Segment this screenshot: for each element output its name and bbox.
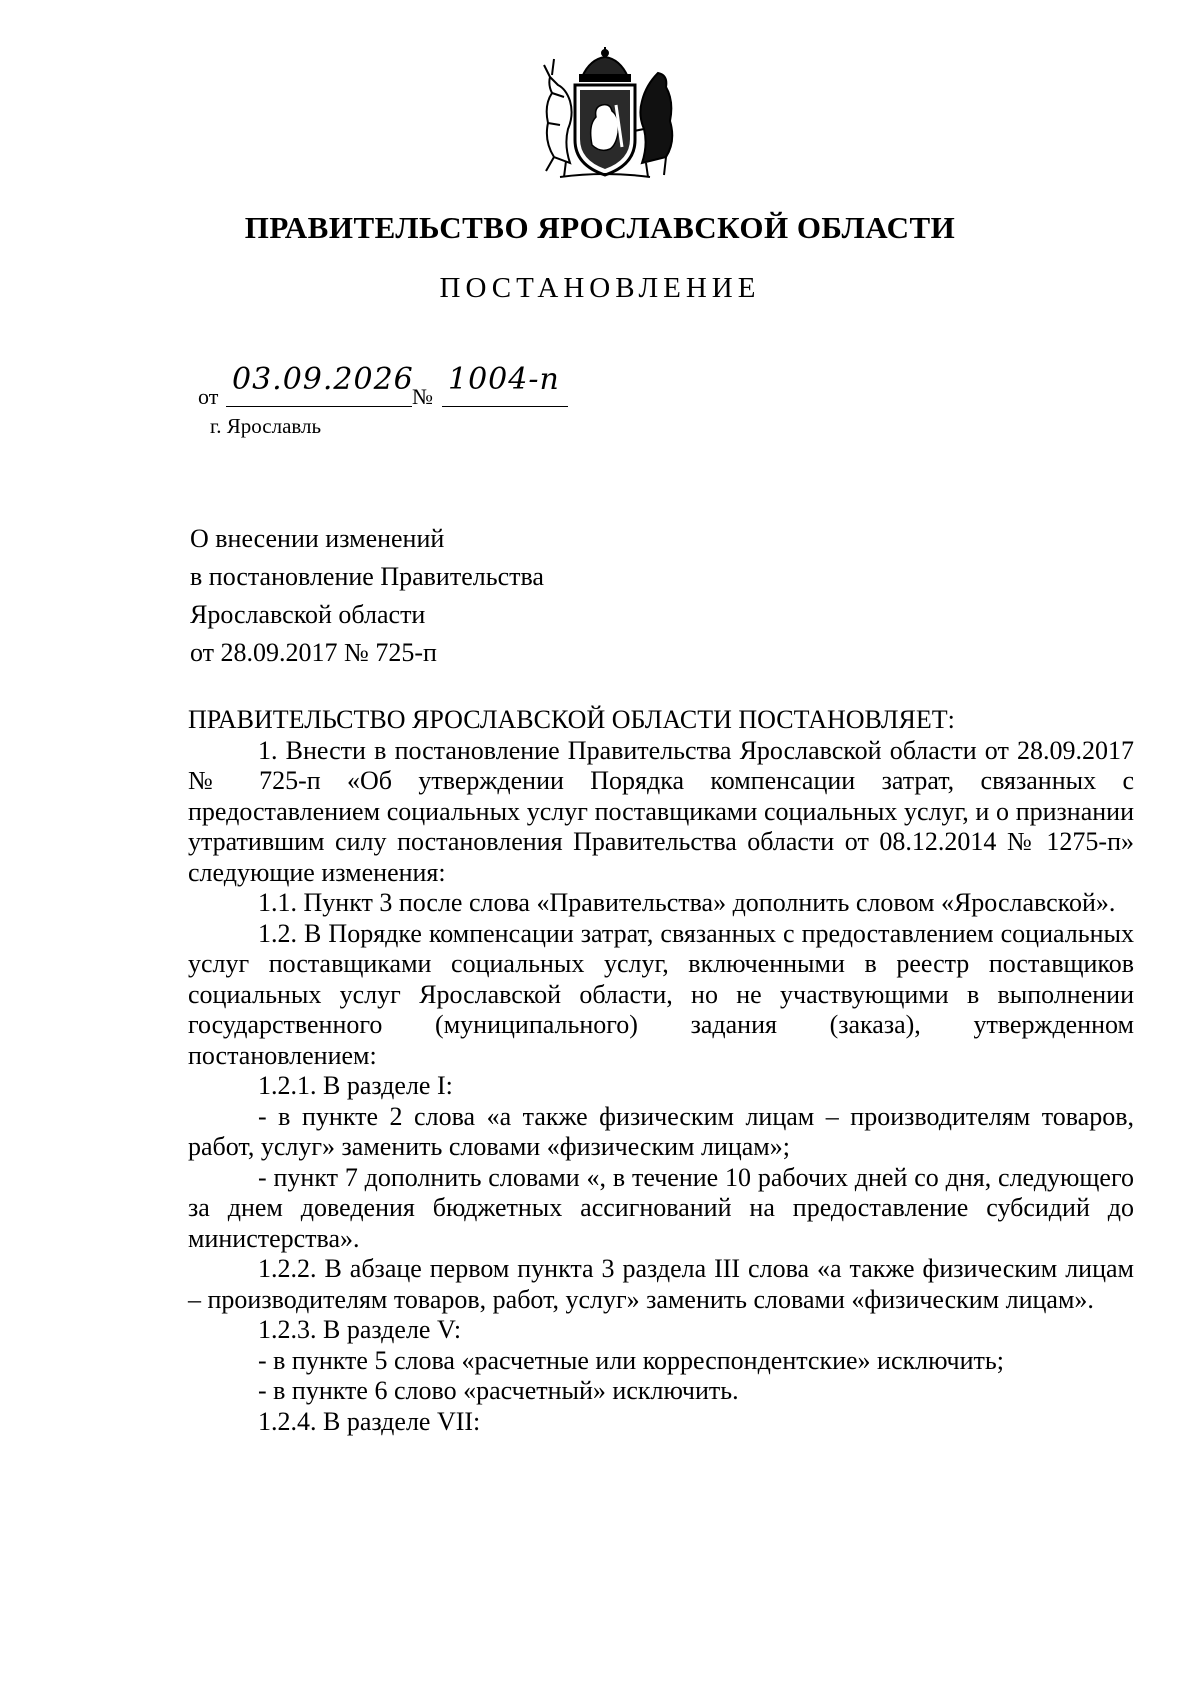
resolution-heading: ПРАВИТЕЛЬСТВО ЯРОСЛАВСКОЙ ОБЛАСТИ ПОСТАНОВЛЯЕТ: [188, 705, 955, 734]
paragraph: 1.2.4. В разделе VII: [258, 1406, 481, 1436]
paragraph: - пункт 7 дополнить словами «, в течение 10 рабочих дней со дня, следующего за днем доведения бюджетных ассигнований на предоставление субсидий до министерства». [188, 1162, 1134, 1253]
city-label: г. Ярославль [210, 414, 322, 438]
coat-of-arms-icon [530, 45, 680, 185]
paragraph: - в пункте 6 слово «расчетный» исключить. [258, 1376, 739, 1405]
organization-title: ПРАВИТЕЛЬСТВО ЯРОСЛАВСКОЙ ОБЛАСТИ [244, 210, 956, 245]
document-type: ПОСТАНОВЛЕНИЕ [439, 272, 761, 304]
paragraph: - в пункте 5 слова «расчетные или корреспондентские» исключить; [258, 1345, 1004, 1375]
handwritten-number: 1004-п [448, 362, 560, 397]
paragraph: 1.2.3. В разделе V: [258, 1315, 462, 1344]
document-body [188, 705, 1134, 1437]
number-underline [442, 406, 568, 407]
paragraph: 1. Внести в постановление Правительства Ярославской области от 28.09.2017 № 725-п «Об утверждении Порядка компенсации затрат, связанных с предоставлением социальных услуг поставщиками социальных услуг, и о признании утратившим силу постановления Правительства области от 08.12.2014 № 1275-п» следующие изменения: [188, 735, 1134, 887]
date-underline [226, 406, 412, 407]
from-label: от [198, 384, 219, 409]
paragraph: 1.2. В Порядке компенсации затрат, связанных с предоставлением социальных услуг поставщиками социальных услуг, включенными в реестр поставщиков социальных услуг Ярославской области, но не участвующими в выполнении государственного (муниципального) задания (заказа), утвержденном постановлением: [188, 918, 1134, 1070]
subject-line: от 28.09.2017 № 725-п [190, 638, 437, 667]
subject-line: Ярославской области [190, 600, 426, 629]
handwritten-date: 03.09.2026 [232, 362, 414, 397]
document-subject [190, 520, 544, 672]
paragraph: - в пункте 2 слова «а также физическим лицам – производителям товаров, работ, услуг» заменить словами «физическим лицам»; [188, 1101, 1134, 1161]
paragraph: 1.2.2. В абзаце первом пункта 3 раздела III слова «а также физическим лицам – производителям товаров, работ, услуг» заменить словами «физическим лицам». [188, 1254, 1134, 1314]
subject-line: О внесении изменений [190, 524, 445, 553]
paragraph: 1.2.1. В разделе I: [258, 1071, 453, 1100]
paragraph: 1.1. Пункт 3 после слова «Правительства» дополнить словом «Ярославской». [258, 888, 1116, 917]
date-number-line [198, 362, 618, 410]
subject-line: в постановление Правительства [190, 562, 544, 591]
number-label: № [412, 384, 433, 409]
